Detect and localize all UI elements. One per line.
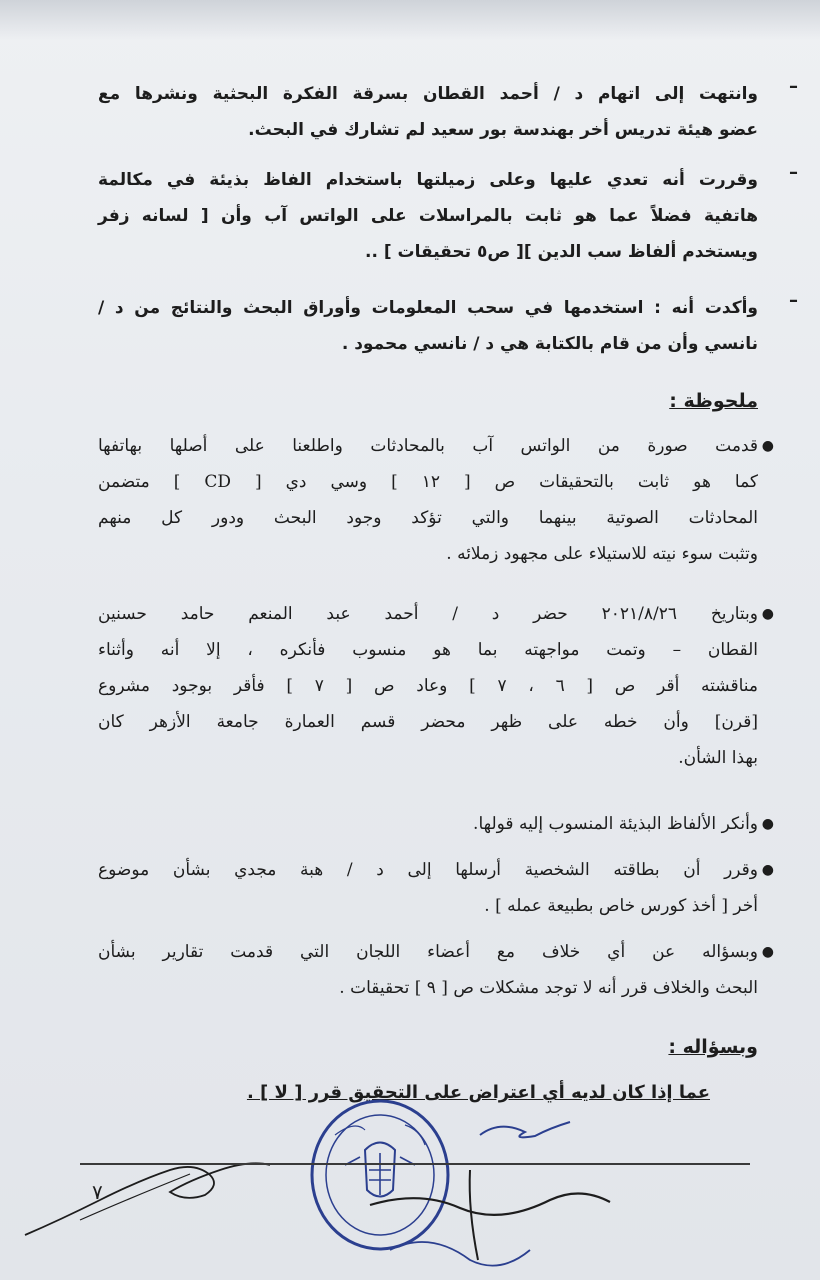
question-line: عما إذا كان لديه أي اعتراض على التحقيق قرر [ لا ] . [246,1082,710,1103]
text-line: وبسؤاله عن أي خلاف مع أعضاء اللجان التي قدمت تقارير بشأن [98,942,758,962]
note-heading: ملحوظة : [669,390,758,412]
dash-marker: – [789,162,798,183]
question-heading: وبسؤاله : [668,1036,758,1058]
text-line: أخر [ أخذ كورس خاص بطبيعة عمله ] . [484,896,758,916]
initials-signature-icon [20,1140,280,1250]
dash-item [98,290,798,362]
note-item [98,428,774,572]
text-line: القطان – وتمت مواجهته بما هو منسوب فأنكره ، إلا أنه وأثناء [98,640,758,660]
text-line: مناقشته أقر ص [ ٦ ، ٧ ] وعاد ص [ ٧ ] فأقر بوجود مشروع [98,676,758,696]
note-item [98,596,774,776]
bullet-icon: ● [761,438,774,454]
text-line: ويستخدم ألفاظ سب الدين ][ ص٥ تحقيقات ] .. [365,242,758,262]
text-line: وبتاريخ ٢٠٢١/٨/٢٦ حضر د / أحمد عبد المنعم حامد حسنين [98,604,758,624]
text-line: وأنكر الألفاظ البذيئة المنسوب إليه قولها. [473,814,758,834]
text-line: وتثبت سوء نيته للاستيلاء على مجهود زملائه . [446,544,758,564]
dash-item [98,162,798,270]
text-line: عضو هيئة تدريس أخر بهندسة بور سعيد لم تشارك في البحث. [248,120,758,140]
page-number: ٧ [92,1180,103,1204]
page-shadow [0,0,820,40]
text-line: وقرر أن بطاقته الشخصية أرسلها إلى د / هبة مجدي بشأن موضوع [98,860,758,880]
bullet-icon: ● [761,606,774,622]
text-line: هاتفية فضلاً عما هو ثابت بالمراسلات على الواتس آب وأن [ لسانه زفر [98,206,758,226]
signature-rule [80,1163,750,1165]
bullet-icon: ● [761,944,774,960]
dash-marker: – [789,76,798,97]
text-line: البحث والخلاف قرر أنه لا توجد مشكلات ص [ ٩ ] تحقيقات . [339,978,758,998]
text-line: نانسي وأن من قام بالكتابة هي د / نانسي محمود . [341,334,758,354]
note-item [98,934,774,1006]
text-line: [قرن] وأن خطه على ظهر محضر قسم العمارة جامعة الأزهر كان [98,712,758,732]
text-line: المحادثات الصوتية بينهما والتي تؤكد وجود البحث ودور كل منهم [98,508,758,528]
text-line: وقررت أنه تعدي عليها وعلى زميلتها باستخدام الفاظ بذيئة في مكالمة [98,170,758,190]
bullet-icon: ● [761,816,774,832]
text-line: وأكدت أنه : استخدمها في سحب المعلومات وأوراق البحث والنتائج من د / [98,298,758,318]
dash-marker: – [789,290,798,311]
bullet-icon: ● [761,862,774,878]
text-line: وانتهت إلى اتهام د / أحمد القطان بسرقة الفكرة البحثية ونشرها مع [98,84,758,104]
dash-item [98,76,798,148]
text-line: قدمت صورة من الواتس آب بالمحادثات واطلعنا على أصلها بهاتفها [98,436,758,456]
text-line: بهذا الشأن. [678,748,758,768]
note-item [98,852,774,924]
note-item [98,806,774,842]
text-line: كما هو ثابت بالتحقيقات ص [ ١٢ ] وسي دي [ CD ] متضمن [98,472,758,492]
signature-icon [350,1110,630,1280]
